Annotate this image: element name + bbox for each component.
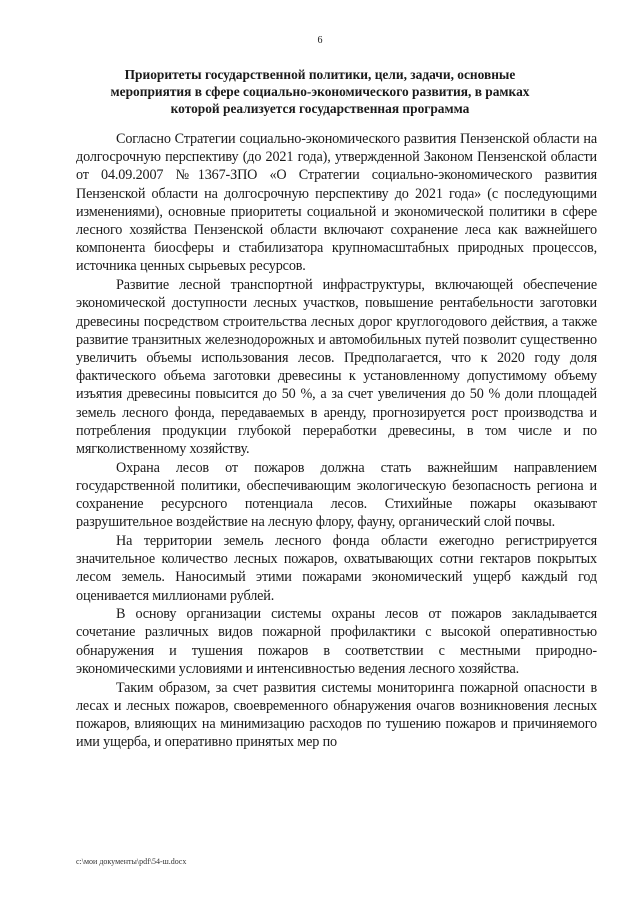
- paragraph-transport-infrastructure: Развитие лесной транспортной инфраструктуры, включающей обеспечение экономической доступности лесных участков, повышение рентабельности заготовки древесины посредством строительства лесных дорог круглогодового действия, а также развитие транзитных железнодорожных и автомобильных путей позволит существенно увеличить объемы использования лесов. Предполагается, что к 2020 году доля фактического объема заготовки древесины к установленному допустимому объему изъятия древесины повысится до 50 %, а за счет увеличения до 50 % доли площадей земель лесного фонда, передаваемых в аренду, прогнозируется рост производства и потребления продукции глубокой переработки древесины, в том числе и по мягколиственному хозяйству.: [76, 277, 597, 457]
- paragraph-strategy: Согласно Стратегии социально-экономического развития Пензенской области на долгосрочную перспективу (до 2021 года), утвержденной Законом Пензенской области от 04.09.2007 №1367-ЗПО «О Стратегии социально-экономического развития Пензенской области на долгосрочную перспективу до 2021 года» (с последующими изменениями), основные приоритеты социальной и экономической политики в сфере лесного хозяйства Пензенской области включают сохранение леса как важнейшего компонента биосферы и стабилизатора крупномасштабных природных процессов, источника ценных сырьевых ресурсов.: [76, 131, 597, 275]
- body-text: [76, 130, 597, 752]
- paragraph-fire-protection: Охрана лесов от пожаров должна стать важнейшим направлением государственной политики, обеспечивающим экологическую безопасность региона и сохранение ресурсного потенциала лесов. Стихийные пожары оказывают разрушительное воздействие на лесную флору, фауну, органический слой почвы.: [76, 459, 597, 531]
- paragraph-monitoring: Таким образом, за счет развития системы мониторинга пожарной опасности в лесах и лесных пожаров, своевременного обнаружения очагов возникновения лесных пожаров, влияющих на минимизацию расходов по тушению пожаров и причиняемого ими ущерба, и оперативно принятых мер по: [76, 679, 597, 751]
- paragraph-fire-prevention-system: В основу организации системы охраны лесов от пожаров закладывается сочетание различных видов пожарной профилактики с высокой оперативностью обнаружения и тушения пожаров в соответствии с местными природно-экономическими условиями и интенсивностью ведения лесного хозяйства.: [76, 606, 597, 677]
- page-number: 6: [317, 35, 323, 46]
- paragraph-fire-statistics: На территории земель лесного фонда области ежегодно регистрируется значительное количество лесных пожаров, охватывающих сотни гектаров покрытых лесом земель. Наносимый этими пожарами экономический ущерб каждый год оценивается миллионами рублей.: [76, 532, 597, 604]
- footer-file-path: c:\мои документы\pdf\54-ш.docx: [76, 857, 187, 866]
- section-heading: Приоритеты государственной политики, цели, задачи, основные мероприятия в сфере социально-экономического развития, в рамках которой реализуется государственная программа: [110, 67, 530, 116]
